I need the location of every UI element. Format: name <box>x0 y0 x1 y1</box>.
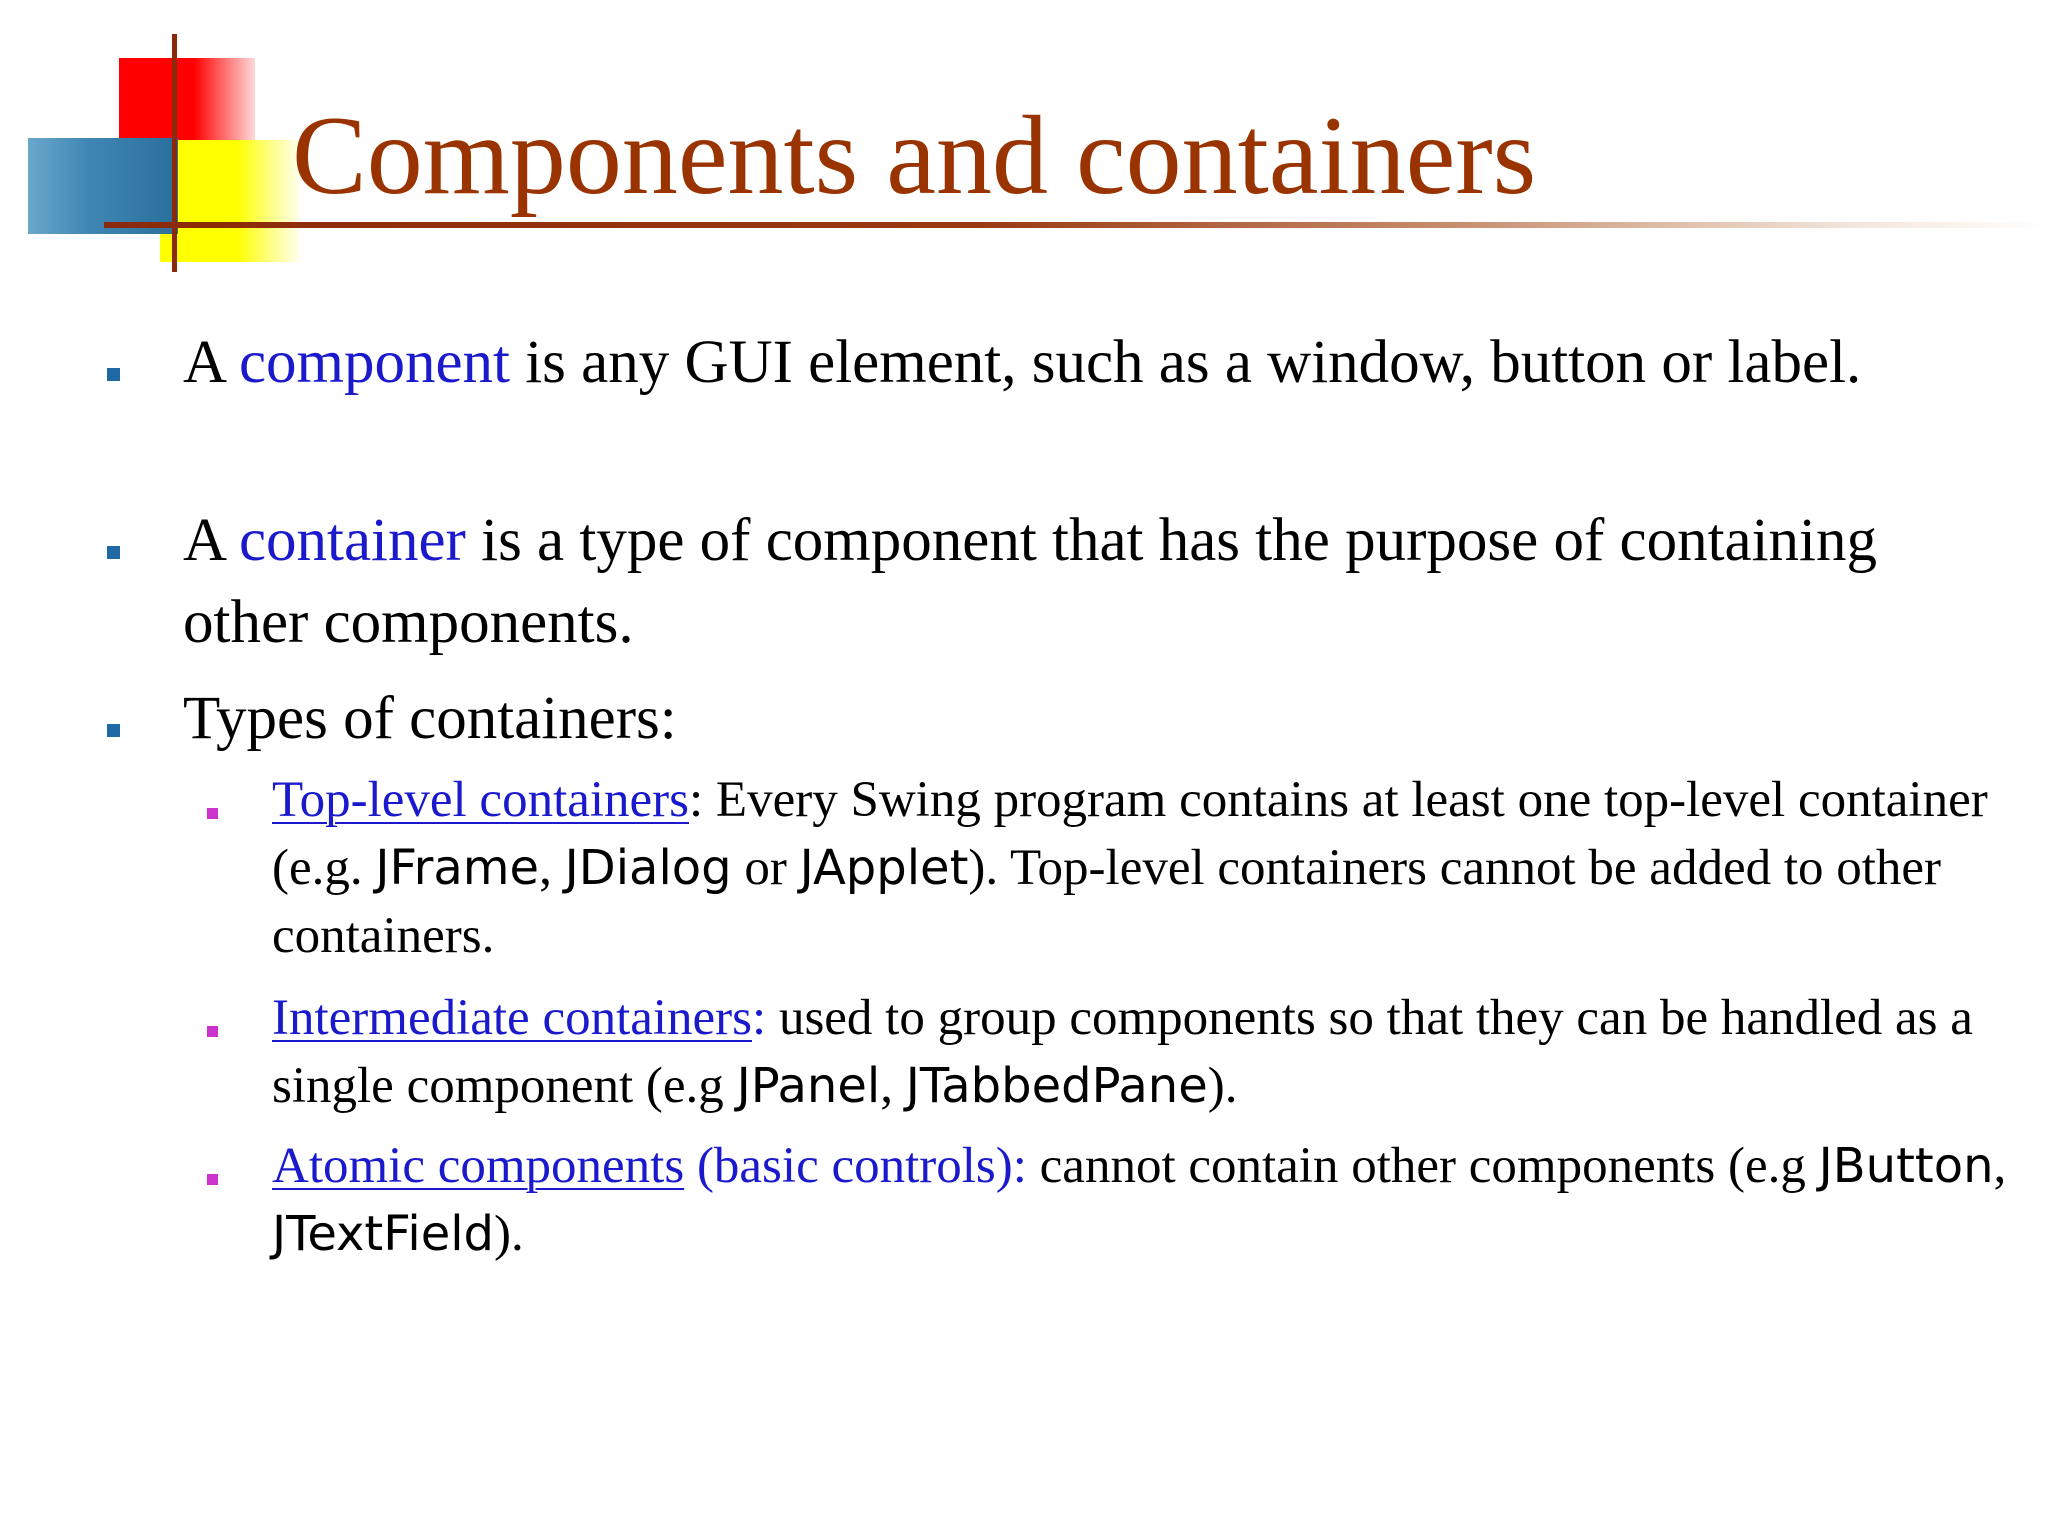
bullet-text: is a type of component that has the purpose of containing other components. <box>183 507 1878 656</box>
code-jpanel: JPanel <box>736 1058 881 1114</box>
code-jtabbedpane: JTabbedPane <box>905 1058 1208 1114</box>
square-sub-bullet-icon <box>207 808 218 819</box>
square-bullet-icon <box>107 368 120 381</box>
link-top-level-containers[interactable]: Top-level containers <box>272 772 690 828</box>
square-sub-bullet-icon <box>207 1026 218 1037</box>
sub-bullet-text: ). Top-level containers cannot be added to other containers. <box>272 840 1942 964</box>
link-atomic-components[interactable]: Atomic components <box>272 1138 685 1194</box>
sub-bullet-item <box>272 1132 2012 1268</box>
sub-bullet-item <box>272 984 2012 1120</box>
bullet-text: Types of containers: <box>183 685 677 752</box>
bullet-text: A <box>183 329 239 396</box>
sub-bullet-text: ). <box>1207 1058 1238 1114</box>
bullet-item <box>183 678 1963 760</box>
sub-bullet-text: , <box>539 840 565 896</box>
sub-bullet-text: cannot contain other components (e.g <box>1026 1138 1819 1194</box>
sub-bullet-text: : Every Swing program contains at least one top-level container (e.g. <box>272 772 1988 896</box>
sub-bullet-colon: : <box>752 990 767 1046</box>
term-component: component <box>238 329 510 396</box>
code-jdialog: JDialog <box>564 840 732 896</box>
slide-title: Components and containers <box>292 94 1537 218</box>
sub-bullet-item <box>272 766 2012 970</box>
sub-bullet-text: or <box>731 840 800 896</box>
square-bullet-icon <box>107 724 120 737</box>
sub-bullet-text: used to group components so that they can be handled as a single component (e.g <box>272 990 1973 1114</box>
code-jbutton: JButton <box>1818 1138 1994 1194</box>
code-japplet: JApplet <box>799 840 969 896</box>
logo-vertical-line <box>172 34 177 272</box>
bullet-item <box>183 500 1963 664</box>
code-jframe: JFrame <box>375 840 540 896</box>
square-bullet-icon <box>107 546 120 559</box>
sub-bullet-text: , <box>880 1058 906 1114</box>
title-underline <box>104 222 2048 228</box>
logo-yellow-square <box>160 140 300 262</box>
link-intermediate-containers[interactable]: Intermediate containers <box>272 990 753 1046</box>
logo-blue-square <box>28 138 178 234</box>
sub-bullet-blue-suffix: (basic controls): <box>684 1138 1027 1194</box>
square-sub-bullet-icon <box>207 1174 218 1185</box>
bullet-text: A <box>183 507 239 574</box>
sub-bullet-text: , <box>1993 1138 2007 1194</box>
term-container: container <box>238 507 466 574</box>
sub-bullet-text: ). <box>494 1206 524 1262</box>
bullet-text: is any GUI element, such as a window, button or label. <box>509 329 1862 396</box>
bullet-item <box>183 322 1963 404</box>
code-jtextfield: JTextField <box>272 1206 495 1262</box>
